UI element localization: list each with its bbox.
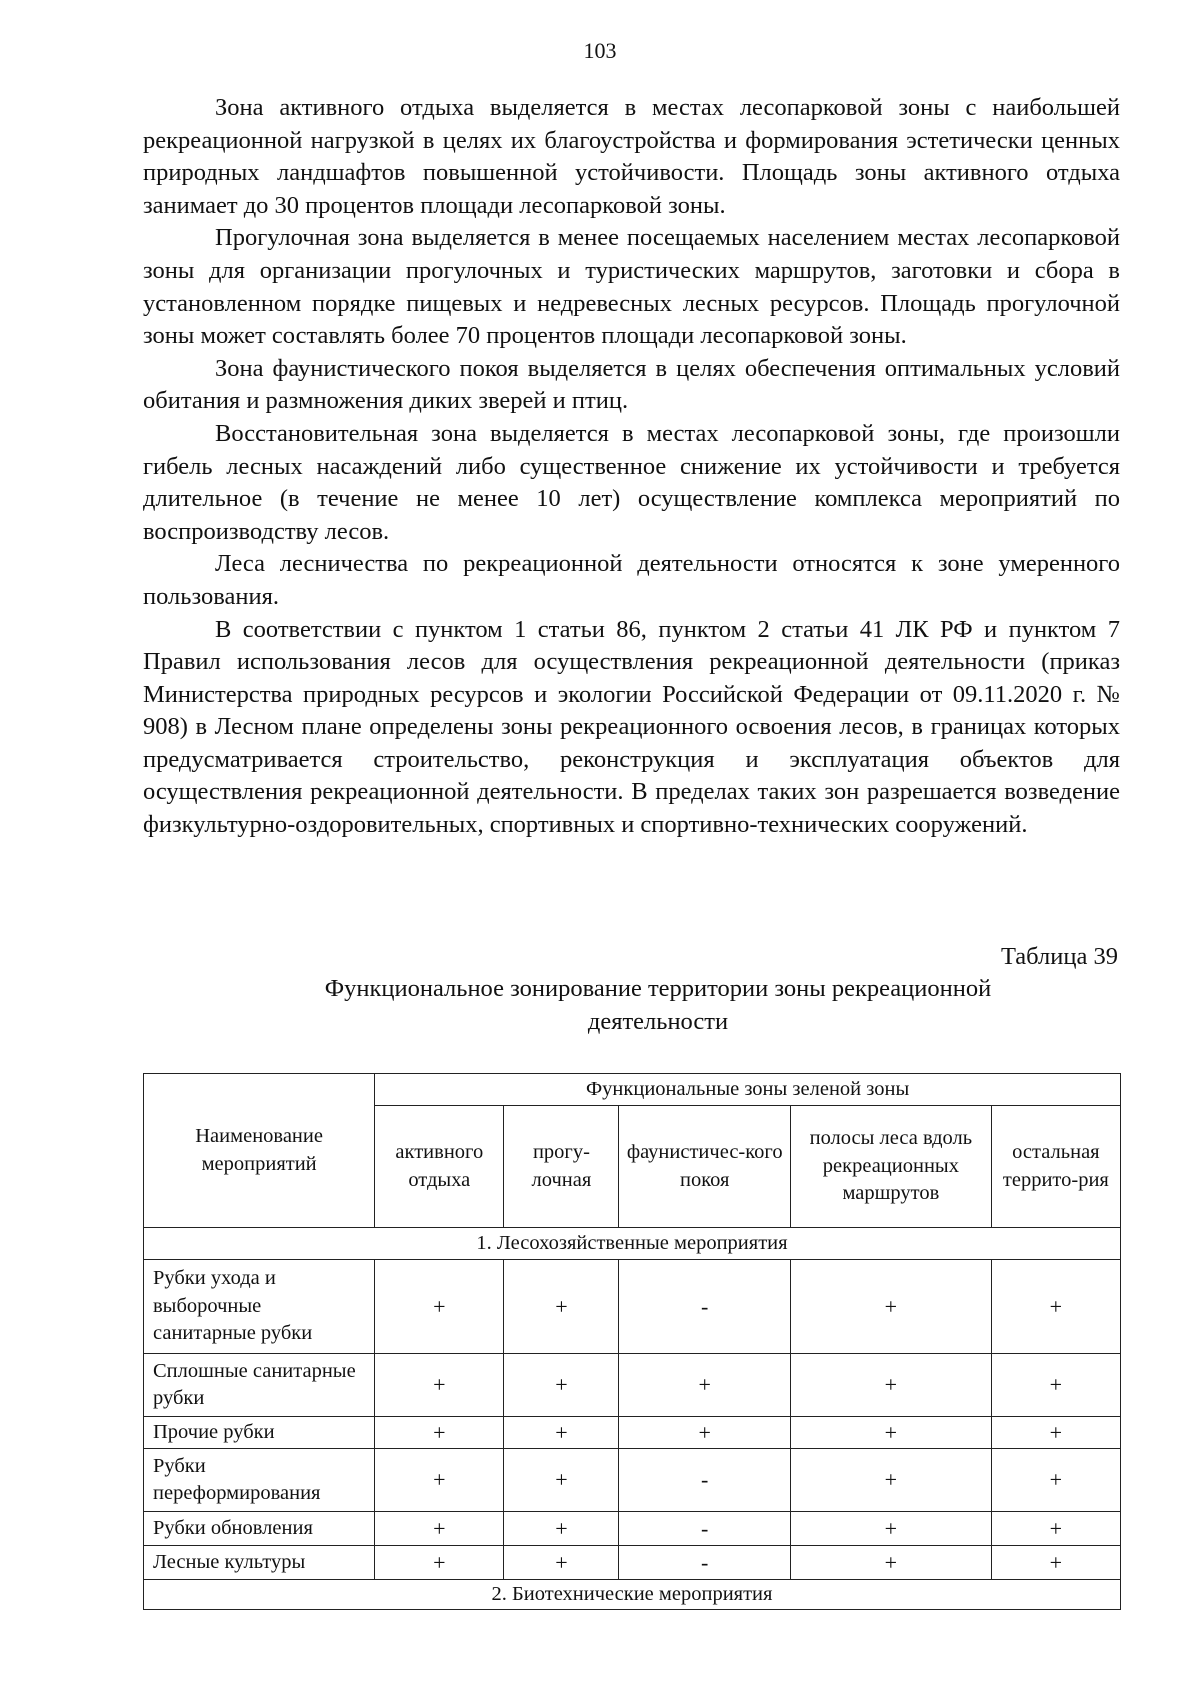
row-name: Рубки обновления bbox=[144, 1512, 375, 1546]
cell-value: + bbox=[991, 1512, 1120, 1546]
cell-value: + bbox=[504, 1354, 619, 1417]
table-header-row bbox=[144, 1074, 1121, 1106]
cell-value: + bbox=[790, 1449, 991, 1512]
cell-value: + bbox=[375, 1546, 504, 1580]
column-header: полосы леса вдоль рекреационных маршрутов bbox=[790, 1106, 991, 1228]
cell-value: + bbox=[504, 1260, 619, 1354]
paragraph: Зона фаунистического покоя выделяется в целях обеспечения оптимальных условий обитания и размножения диких зверей и птиц. bbox=[143, 354, 1120, 415]
cell-value: + bbox=[991, 1417, 1120, 1449]
cell-value: + bbox=[619, 1417, 791, 1449]
cell-value: + bbox=[991, 1354, 1120, 1417]
table-row bbox=[144, 1417, 1121, 1449]
table-section-row bbox=[144, 1580, 1121, 1610]
cell-value: + bbox=[991, 1449, 1120, 1512]
cell-value: + bbox=[375, 1512, 504, 1546]
cell-value: + bbox=[991, 1546, 1120, 1580]
cell-value: + bbox=[504, 1512, 619, 1546]
column-header: фаунистичес-кого покоя bbox=[619, 1106, 791, 1228]
section-title: 2. Биотехнические мероприятия bbox=[144, 1580, 1121, 1610]
section-title: 1. Лесохозяйственные мероприятия bbox=[144, 1228, 1121, 1260]
column-header: прогу-лочная bbox=[504, 1106, 619, 1228]
page-number: 103 bbox=[583, 38, 617, 63]
table-row bbox=[144, 1260, 1121, 1354]
cell-value: + bbox=[790, 1354, 991, 1417]
cell-value: + bbox=[504, 1546, 619, 1580]
cell-value: + bbox=[375, 1354, 504, 1417]
cell-value: + bbox=[790, 1417, 991, 1449]
table-title: Функциональное зонирование территории зоны рекреационной деятельности bbox=[324, 975, 992, 1035]
cell-value: + bbox=[504, 1417, 619, 1449]
zoning-table bbox=[143, 1073, 1121, 1610]
table-row bbox=[144, 1512, 1121, 1546]
cell-value: + bbox=[991, 1260, 1120, 1354]
cell-value: + bbox=[375, 1417, 504, 1449]
row-name: Прочие рубки bbox=[144, 1417, 375, 1449]
table-label: Таблица 39 bbox=[1000, 943, 1118, 970]
paragraph: Леса лесничества по рекреационной деятельности относятся к зоне умеренного пользования. bbox=[143, 550, 1120, 610]
table-row bbox=[144, 1354, 1121, 1417]
paragraph: Восстановительная зона выделяется в местах лесопарковой зоны, где произошли гибель лесных насаждений либо существенное снижение их устойчивости и требуется длительное (в течение не менее 10 лет) осуществление комплекса мероприятий по воспроизводству лесов. bbox=[143, 419, 1120, 545]
cell-value: - bbox=[619, 1546, 791, 1580]
cell-value: + bbox=[375, 1449, 504, 1512]
cell-value: + bbox=[504, 1449, 619, 1512]
cell-value: + bbox=[790, 1260, 991, 1354]
table-section-row bbox=[144, 1228, 1121, 1260]
row-name: Рубки переформирования bbox=[144, 1449, 375, 1512]
cell-value: + bbox=[375, 1260, 504, 1354]
header-name-cell: Наименование мероприятий bbox=[144, 1074, 375, 1228]
column-header: активного отдыха bbox=[375, 1106, 504, 1228]
column-header: остальная террито-рия bbox=[991, 1106, 1120, 1228]
table-row bbox=[144, 1449, 1121, 1512]
row-name: Рубки ухода и выборочные санитарные рубки bbox=[144, 1260, 375, 1354]
paragraph: Прогулочная зона выделяется в менее посещаемых населением местах лесопарковой зоны для организации прогулочных и туристических маршрутов, заготовки и сбора в установленном порядке пищевых и недревесных лесных ресурсов. Площадь прогулочной зоны может составлять более 70 процентов площади лесопарковой зоны. bbox=[143, 224, 1120, 350]
row-name: Лесные культуры bbox=[144, 1546, 375, 1580]
cell-value: + bbox=[790, 1512, 991, 1546]
cell-value: - bbox=[619, 1512, 791, 1546]
paragraph: Зона активного отдыха выделяется в местах лесопарковой зоны с наибольшей рекреационной нагрузкой в целях их благоустройства и формирования эстетически ценных природных ландшафтов повышенной устойчивости. Площадь зоны активного отдыха занимает до 30 процентов площади лесопарковой зоны. bbox=[143, 94, 1120, 219]
cell-value: - bbox=[619, 1449, 791, 1512]
row-name: Сплошные санитарные рубки bbox=[144, 1354, 375, 1417]
table-row bbox=[144, 1546, 1121, 1580]
paragraph: В соответствии с пунктом 1 статьи 86, пунктом 2 статьи 41 ЛК РФ и пунктом 7 Правил использования лесов для осуществления рекреационной деятельности (приказ Министерства природных ресурсов и экологии Российской Федерации от 09.11.2020 г. № 908) в Лесном плане определены зоны рекреационного освоения лесов, в границах которых предусматривается строительство, реконструкция и эксплуатация объектов для осуществления рекреационной деятельности. В пределах таких зон разрешается возведение физкультурно-оздоровительных, спортивных и спортивно-технических сооружений. bbox=[143, 615, 1120, 839]
cell-value: + bbox=[790, 1546, 991, 1580]
body-text bbox=[143, 92, 1120, 842]
cell-value: + bbox=[619, 1354, 791, 1417]
header-group-cell: Функциональные зоны зеленой зоны bbox=[375, 1074, 1121, 1106]
cell-value: - bbox=[619, 1260, 791, 1354]
